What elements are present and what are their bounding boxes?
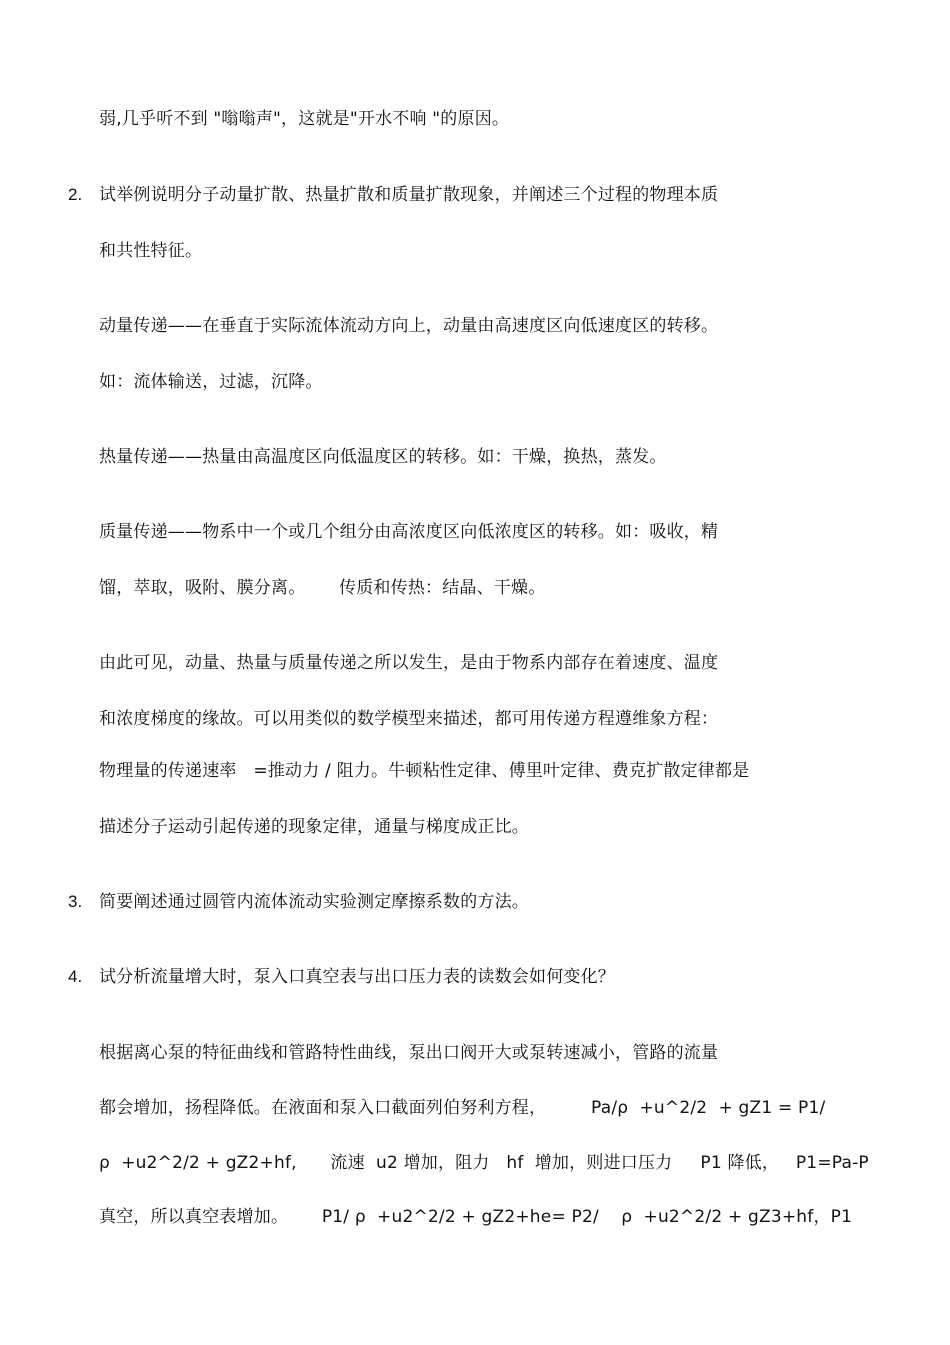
- answer-line: ρ +u2^2/2 + gZ2+hf, 流速 u2 增加，阻力 hf 增加，则进口压力 P1 降低， P1=Pa-P: [99, 1153, 869, 1173]
- question-number-3: 3.: [68, 892, 83, 911]
- answer-line: 馏，萃取，吸附、膜分离。 传质和传热：结晶、干燥。: [99, 578, 546, 598]
- answer-line: 和浓度梯度的缘故。可以用类似的数学模型来描述，都可用传递方程遵维象方程：: [99, 709, 719, 729]
- answer-line: 根据离心泵的特征曲线和管路特性曲线，泵出口阀开大或泵转速减小，管路的流量: [99, 1043, 719, 1063]
- answer-line: 描述分子运动引起传递的现象定律，通量与梯度成正比。: [99, 817, 529, 837]
- answer-line: 都会增加，扬程降低。在液面和泵入口截面列伯努利方程， Pa/ρ +u^2/2 + gZ1 = P1/: [99, 1098, 826, 1118]
- question-2-line: 和共性特征。: [99, 241, 203, 261]
- answer-line: 热量传递——热量由高温度区向低温度区的转移。如：干燥，换热，蒸发。: [99, 447, 667, 467]
- question-number-4: 4.: [68, 967, 83, 986]
- question-3-line: 简要阐述通过圆管内流体流动实验测定摩擦系数的方法。: [99, 892, 529, 912]
- answer-line: 动量传递——在垂直于实际流体流动方向上，动量由高速度区向低速度区的转移。: [99, 316, 719, 336]
- answer-line: 由此可见，动量、热量与质量传递之所以发生，是由于物系内部存在着速度、温度: [99, 653, 719, 673]
- answer-line: 如：流体输送，过滤，沉降。: [99, 372, 323, 392]
- question-4-line: 试分析流量增大时，泵入口真空表与出口压力表的读数会如何变化？: [99, 967, 615, 987]
- paragraph-line: 弱,几乎听不到 "嗡嗡声"，这就是"开水不响 "的原因。: [99, 109, 510, 129]
- question-2-line: 试举例说明分子动量扩散、热量扩散和质量扩散现象，并阐述三个过程的物理本质: [99, 185, 719, 205]
- question-number-2: 2.: [68, 185, 83, 204]
- answer-line: 物理量的传递速率 =推动力 / 阻力。牛顿粘性定律、傅里叶定律、费克扩散定律都是: [99, 761, 750, 781]
- answer-line: 质量传递——物系中一个或几个组分由高浓度区向低浓度区的转移。如：吸收，精: [99, 522, 719, 542]
- answer-line: 真空，所以真空表增加。 P1/ ρ +u2^2/2 + gZ2+he= P2/ ρ +u2^2/2 + gZ3+hf，P1: [99, 1207, 853, 1227]
